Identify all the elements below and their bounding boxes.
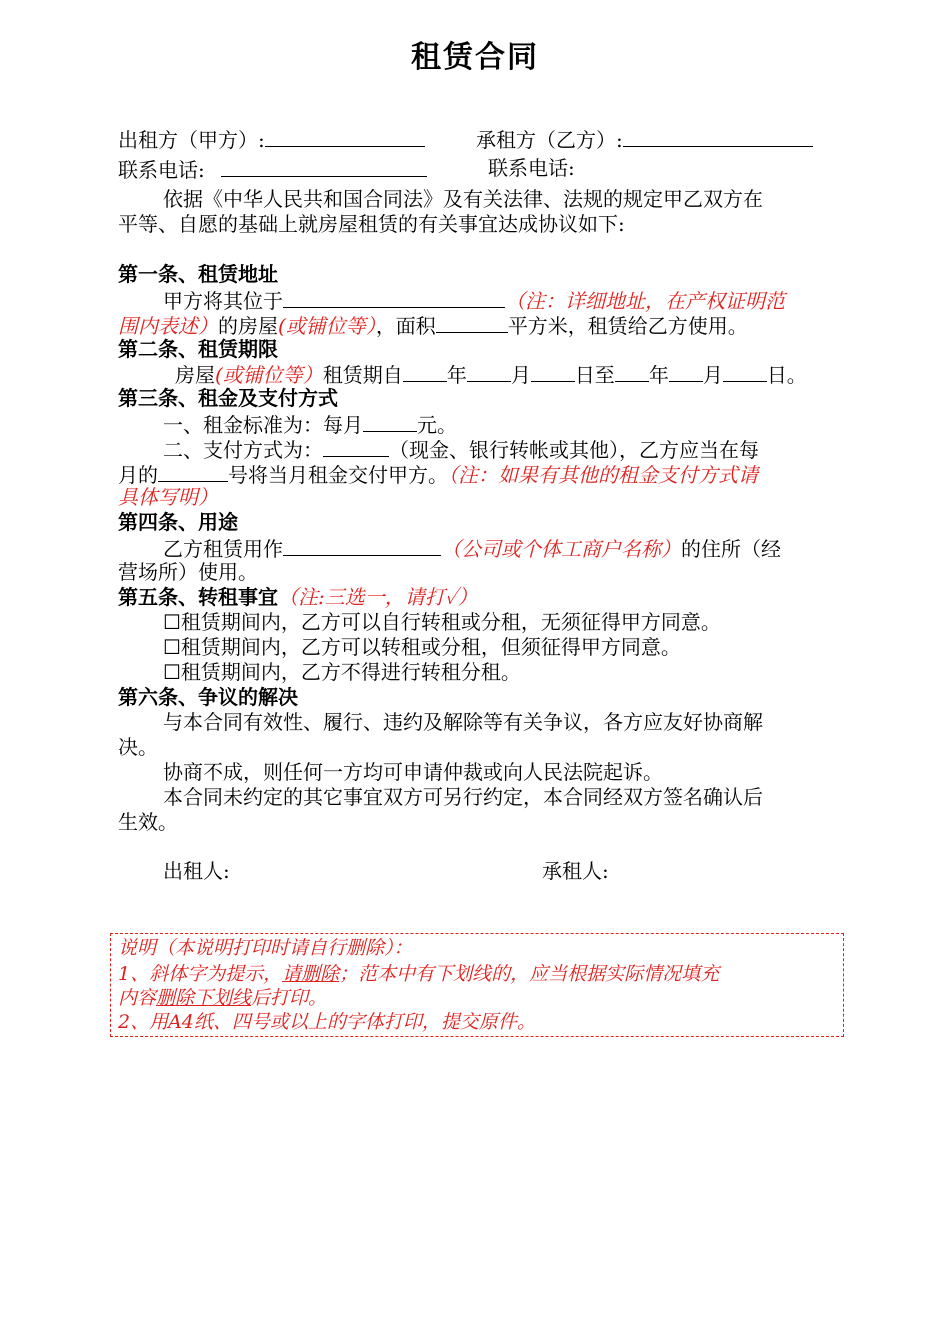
payment-method-label: 二、支付方式为： [163, 438, 323, 462]
note-line-1 [118, 962, 719, 986]
end-day-blank[interactable] [723, 361, 767, 382]
lessee-label: 承租方（乙方）: [476, 128, 623, 152]
art2-term-label: 租赁期自 [322, 363, 403, 387]
article-6-line-3: 协商不成，则任何一方均可申请仲裁或向人民法院起诉。 [163, 760, 663, 784]
lessee-signature-label: 承租人: [542, 859, 609, 883]
art2-year-1: 年 [446, 363, 467, 387]
note-line-2-underlined: 删除下划线 [156, 987, 252, 1009]
art3-hint-2: 具体写明） [118, 485, 218, 509]
article-1-line-1 [163, 287, 785, 314]
note-line-1-b: ；范本中有下划线的，应当根据实际情况填充 [339, 963, 720, 985]
usage-text: 的住所（经 [681, 537, 781, 561]
article-3-heading: 第三条、租金及支付方式 [118, 386, 338, 410]
art1-hint: （注：详细地址，在产权证明范 [505, 289, 785, 313]
sublet-option-2[interactable]: ☐租赁期间内，乙方可以转租或分租，但须征得甲方同意。 [163, 635, 681, 659]
payment-method-blank[interactable] [323, 436, 389, 457]
lessor-label: 出租方（甲方）: [118, 128, 265, 152]
lessor-phone-label: 联系电话: [118, 158, 205, 182]
article-2-line-1 [175, 361, 807, 388]
art1-text-3: 平方米，租赁给乙方使用。 [507, 314, 748, 338]
lessee-phone-label: 联系电话: [488, 156, 575, 180]
rent-unit: 元。 [417, 413, 457, 437]
address-blank[interactable] [283, 287, 505, 308]
article-1-line-2 [118, 312, 748, 339]
lessee-name-blank[interactable] [623, 126, 813, 147]
note-line-2-a: 内容 [118, 987, 157, 1009]
sublet-option-1[interactable]: ☐租赁期间内，乙方可以自行转租或分租，无须征得甲方同意。 [163, 610, 721, 634]
end-year-blank[interactable] [615, 361, 649, 382]
lessor-phone-blank[interactable] [221, 156, 427, 177]
sublet-option-3[interactable]: ☐租赁期间内，乙方不得进行转租分租。 [163, 660, 521, 684]
article-4-heading: 第四条、用途 [118, 510, 238, 534]
usage-blank[interactable] [283, 535, 441, 556]
article-6-line-4: 本合同未约定的其它事宜双方可另行约定，本合同经双方签名确认后 [163, 785, 763, 809]
art2-day-2: 日。 [766, 363, 807, 387]
art2-hint: (或铺位等） [215, 363, 323, 387]
art1-hint-2: 围内表述） [118, 314, 218, 338]
rent-label: 一、租金标准为：每月 [163, 413, 363, 437]
article-3-line-2 [163, 436, 759, 463]
end-month-blank[interactable] [669, 361, 703, 382]
lessee-party-line [476, 126, 813, 153]
art2-month-1: 月 [510, 363, 531, 387]
art4-hint: （公司或个体工商户名称） [441, 537, 681, 561]
article-4-line-2: 营场所）使用。 [118, 560, 258, 584]
art1-area-label: ，面积 [375, 314, 436, 338]
note-title: 说明（本说明打印时请自行删除）： [118, 937, 413, 959]
lessor-signature-label: 出租人: [163, 859, 230, 883]
article-2-heading: 第二条、租赁期限 [118, 337, 278, 361]
lessor-name-blank[interactable] [265, 126, 425, 147]
payment-day-text: 号将当月租金交付甲方。 [228, 463, 448, 487]
document-title: 租赁合同 [411, 40, 539, 75]
art3-hint: （注：如果有其他的租金支付方式请 [448, 463, 758, 487]
art2-day-1: 日至 [574, 363, 615, 387]
payment-day-label: 月的 [118, 463, 158, 487]
article-6-line-2: 决。 [118, 735, 158, 759]
lessor-party-line [118, 126, 425, 153]
rent-amount-blank[interactable] [363, 411, 417, 432]
art5-hint: （注:三选一，请打✓） [278, 585, 478, 609]
article-6-line-1: 与本合同有效性、履行、违约及解除等有关争议，各方应友好协商解 [163, 710, 763, 734]
note-line-2-b: 后打印。 [251, 987, 328, 1009]
payment-method-text: （现金、银行转帐或其他），乙方应当在每 [389, 438, 759, 462]
lessor-phone-line [118, 156, 427, 183]
art2-year-2: 年 [648, 363, 669, 387]
art1-text-2: 的房屋 [218, 314, 278, 338]
art2-month-2: 月 [702, 363, 723, 387]
note-line-1-underlined: 请删除 [282, 963, 340, 985]
start-year-blank[interactable] [403, 361, 447, 382]
article-5-heading-line [118, 585, 478, 610]
article-6-heading: 第六条、争议的解决 [118, 685, 298, 709]
art2-text: 房屋 [175, 363, 215, 387]
start-month-blank[interactable] [467, 361, 511, 382]
art1-hint-3: (或铺位等） [278, 314, 376, 338]
intro-line-2: 平等、自愿的基础上就房屋租赁的有关事宜达成协议如下: [118, 212, 625, 236]
start-day-blank[interactable] [531, 361, 575, 382]
note-line-3: 2、用A4纸、四号或以上的字体打印，提交原件。 [118, 1011, 536, 1033]
article-4-line-1 [163, 535, 781, 562]
intro-line-1: 依据《中华人民共和国合同法》及有关法律、法规的规定甲乙双方在 [163, 187, 763, 211]
note-line-2 [118, 986, 327, 1010]
usage-label: 乙方租赁用作 [163, 537, 283, 561]
area-blank[interactable] [436, 312, 508, 333]
payment-day-blank[interactable] [158, 461, 228, 482]
article-1-heading: 第一条、租赁地址 [118, 262, 278, 286]
art1-text: 甲方将其位于 [163, 289, 283, 313]
article-3-line-1 [163, 411, 457, 438]
lessee-phone-line [488, 156, 575, 181]
article-6-line-5: 生效。 [118, 810, 178, 834]
article-5-heading: 第五条、转租事宜 [118, 585, 278, 609]
note-line-1-a: 1、斜体字为提示， [118, 963, 283, 985]
article-3-line-4 [118, 485, 218, 510]
article-3-line-3 [118, 461, 758, 488]
